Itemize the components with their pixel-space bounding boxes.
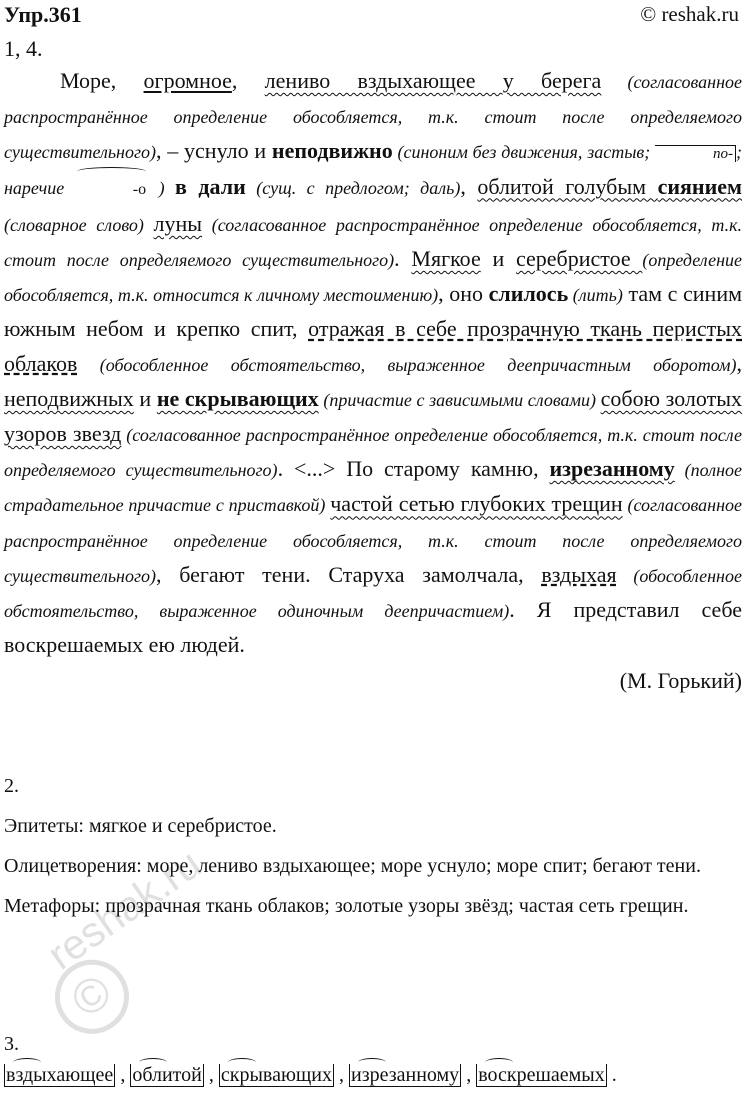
- text-span: . Я представил себе воскрешаемых ею людей.: [4, 597, 742, 658]
- separator: ,: [334, 1064, 349, 1086]
- annotation-note: ; наречие: [4, 142, 742, 198]
- text-span: ,: [736, 350, 742, 376]
- bold-wavy-word: изрезанному: [549, 456, 675, 482]
- text-span: ,: [231, 68, 265, 93]
- annotation-note: (обособленное обстоятельство, выраженное деепричастным оборотом): [77, 354, 737, 375]
- annotation-note: (согласованное распространённое определение обособляется, т.к. стоит после определяемого существительного): [4, 495, 742, 586]
- separator: ,: [203, 1064, 219, 1086]
- text-span: и: [133, 385, 157, 411]
- annotation-note: (согласованное распространённое определение обособляется, т.к. стоит после определяемого существительного): [4, 72, 743, 163]
- suffix-mark: -о: [75, 173, 148, 207]
- gorky-text-paragraph: [4, 64, 742, 662]
- annotation-note: (причастие с зависимыми словами): [318, 389, 601, 410]
- morpheme-word: облитой: [132, 1064, 202, 1086]
- annotation-note: (синоним без движения, застыв;: [392, 142, 655, 163]
- exercise-content: [4, 34, 742, 698]
- text-span: , бегают тени. Старуха замолчала,: [155, 561, 542, 587]
- morpheme-word: скрывающих: [220, 1064, 332, 1086]
- bold-wavy-word: сиянием: [657, 173, 743, 199]
- separator: ,: [461, 1064, 477, 1086]
- annotation-note: (определение обособляется, т.к. относится к личному местоимению): [4, 250, 742, 306]
- bold-word: в дали: [175, 173, 246, 199]
- definition-wavy-underline: Мягкое: [411, 246, 481, 272]
- author-attribution: (М. Горький): [619, 668, 742, 694]
- annotation-note: (сущ. с предлогом; даль): [245, 177, 461, 198]
- separator: .: [606, 1064, 617, 1086]
- text-span: там с синим южным небом и крепко спит,: [4, 281, 743, 342]
- separator: ,: [115, 1064, 131, 1086]
- bold-wavy-word: не скрывающих: [156, 385, 319, 411]
- definition-wavy-underline: собою золотых узоров звезд: [4, 385, 743, 447]
- annotation-note: (полное страдательное причастие с приставкой): [4, 460, 742, 516]
- morpheme-words-row: [4, 1064, 742, 1087]
- page-header: [4, 2, 739, 28]
- watermark-text: reshak.ru: [38, 839, 210, 979]
- text-span: , – уснуло и: [155, 138, 272, 164]
- annotation-note: (согласованное распространённое определение обособляется, т.к. стоит после определяемого существительного): [4, 214, 742, 271]
- definition-underline: огромное: [143, 68, 232, 93]
- section-1-number: 1, 4.: [4, 36, 43, 61]
- morpheme-word: воскрешаемых: [478, 1064, 605, 1086]
- adverbial-dashed-underline: вздыхая: [541, 561, 617, 587]
- annotation-note: (обособленное обстоятельство, выраженное одиночным деепричастием): [4, 565, 742, 622]
- metaphors-line: Метафоры: прозрачная ткань облаков; золотые узоры звёзд; частая сеть грещин.: [4, 895, 689, 917]
- text-span: ,: [460, 173, 478, 199]
- definition-wavy-underline: луны: [153, 210, 203, 236]
- definition-wavy-underline: облитой голубым: [477, 173, 658, 199]
- text-span: и: [480, 246, 516, 272]
- text-span: Море,: [60, 68, 144, 93]
- annotation-note: (согласованное распространённое определение обособляется, т.к. стоит после определяемого существительного): [4, 425, 742, 481]
- morpheme-word: изрезанному: [351, 1064, 460, 1086]
- definition-wavy-underline: серебристое: [515, 246, 643, 272]
- text-span: . <...> По старому камню,: [277, 456, 550, 482]
- exercise-title: Упр.361: [4, 2, 82, 27]
- definition-wavy-underline: лениво вздыхающее у берега: [264, 68, 602, 93]
- morpheme-word: вздыхающее: [6, 1064, 114, 1086]
- text-span: .: [394, 246, 412, 272]
- adverbial-dashed-underline: отражая в себе прозрачную ткань перистых облаков: [4, 316, 742, 376]
- bold-word: слилось: [488, 281, 569, 307]
- definition-wavy-underline: неподвижных: [4, 385, 134, 411]
- annotation-note: (словарное слово): [4, 214, 154, 235]
- definition-wavy-underline: частой сетью глубоких трещин: [330, 491, 623, 517]
- site-credit: © reshak.ru: [640, 2, 739, 26]
- section-2-number: 2.: [4, 775, 19, 797]
- personifications-line: Олицетворения: море, лениво вздыхающее; море уснуло; море спит; бегают тени.: [4, 855, 701, 877]
- bold-word: неподвижно: [271, 138, 393, 164]
- epithets-line: Эпитеты: мягкое и серебристое.: [4, 815, 277, 837]
- section-3-number: 3.: [4, 1033, 19, 1055]
- annotation-note: ): [148, 177, 176, 198]
- copyright-icon: ©: [40, 945, 143, 1048]
- annotation-note: (лить): [568, 285, 623, 306]
- text-span: , оно: [438, 281, 489, 307]
- prefix-mark: по-: [655, 145, 736, 162]
